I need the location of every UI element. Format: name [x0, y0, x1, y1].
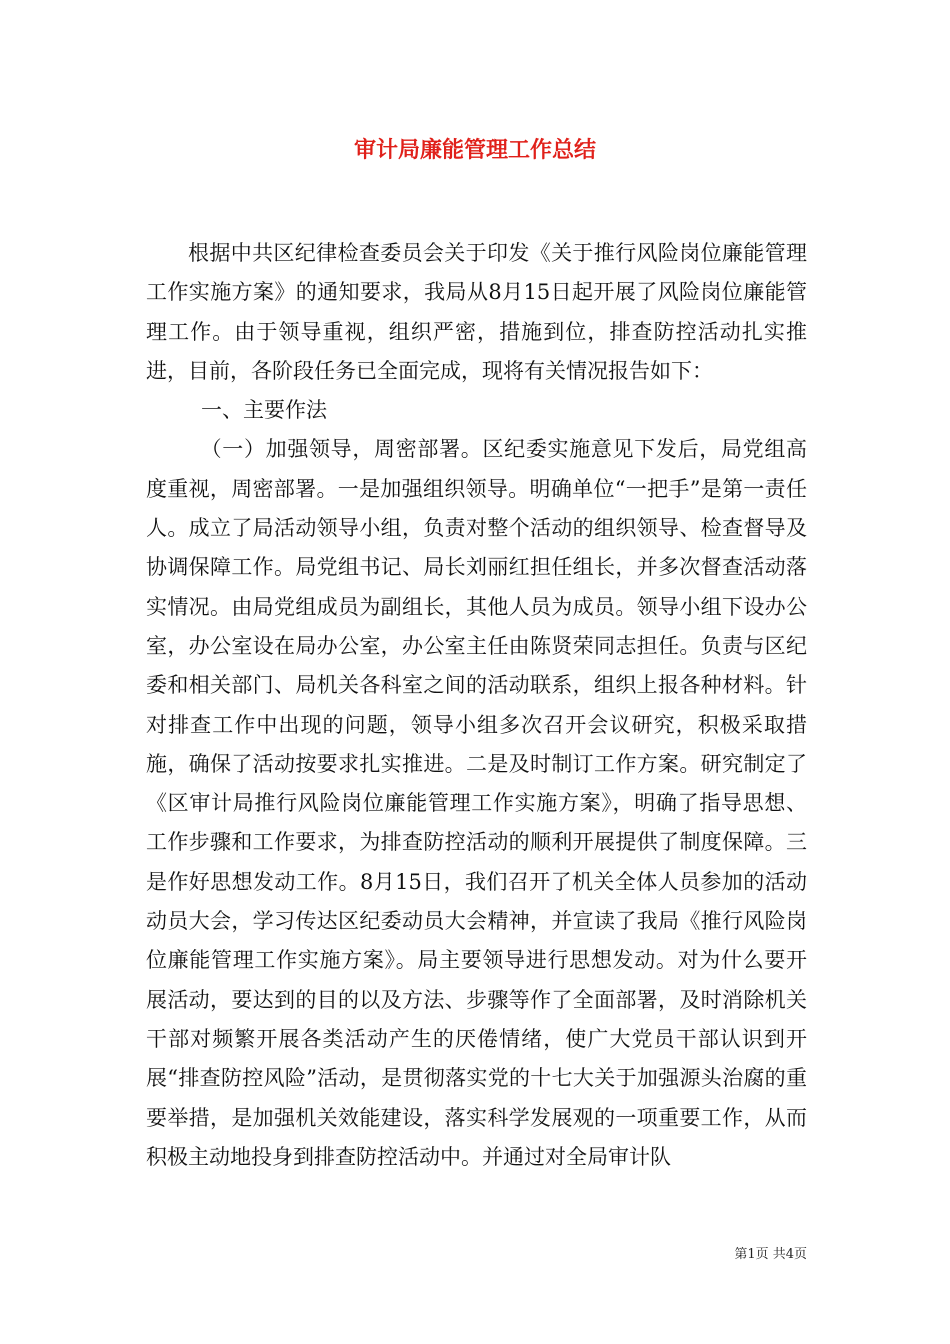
document-body: [146, 234, 807, 1177]
intro-paragraph: 根据中共区纪律检查委员会关于印发《关于推行风险岗位廉能管理工作实施方案》的通知要求，我局从8月15日起开展了风险岗位廉能管理工作。由于领导重视，组织严密，措施到位，排查防控活动扎实推进，目前，各阶段任务已全面完成，现将有关情况报告如下：: [146, 241, 807, 383]
section-heading-main-methods: 一、主要作法: [201, 398, 327, 423]
body-paragraph-leadership: （一）加强领导，周密部署。区纪委实施意见下发后，局党组高度重视，周密部署。一是加强组织领导。明确单位“一把手”是第一责任人。成立了局活动领导小组，负责对整个活动的组织领导、检查督导及协调保障工作。局党组书记、局长刘丽红担任组长，并多次督查活动落实情况。由局党组成员为副组长，其他人员为成员。领导小组下设办公室，办公室设在局办公室，办公室主任由陈贤荣同志担任。负责与区纪委和相关部门、局机关各科室之间的活动联系，组织上报各种材料。针对排查工作中出现的问题，领导小组多次召开会议研究，积极采取措施，确保了活动按要求扎实推进。二是及时制订工作方案。研究制定了《区审计局推行风险岗位廉能管理工作实施方案》，明确了指导思想、工作步骤和工作要求，为排查防控活动的顺利开展提供了制度保障。三是作好思想发动工作。8月15日，我们召开了机关全体人员参加的活动动员大会，学习传达区纪委动员大会精神，并宣读了我局《推行风险岗位廉能管理工作实施方案》。局主要领导进行思想发动。对为什么要开展活动，要达到的目的以及方法、步骤等作了全面部署，及时消除机关干部对频繁开展各类活动产生的厌倦情绪，使广大党员干部认识到开展“排查防控风险”活动，是贯彻落实党的十七大关于加强源头治腐的重要举措，是加强机关效能建设，落实科学发展观的一项重要工作，从而积极主动地投身到排查防控活动中。并通过对全局审计队: [146, 437, 807, 1169]
document-title: 审计局廉能管理工作总结: [353, 137, 596, 163]
page-number-footer: 第1页 共4页: [734, 1247, 807, 1262]
